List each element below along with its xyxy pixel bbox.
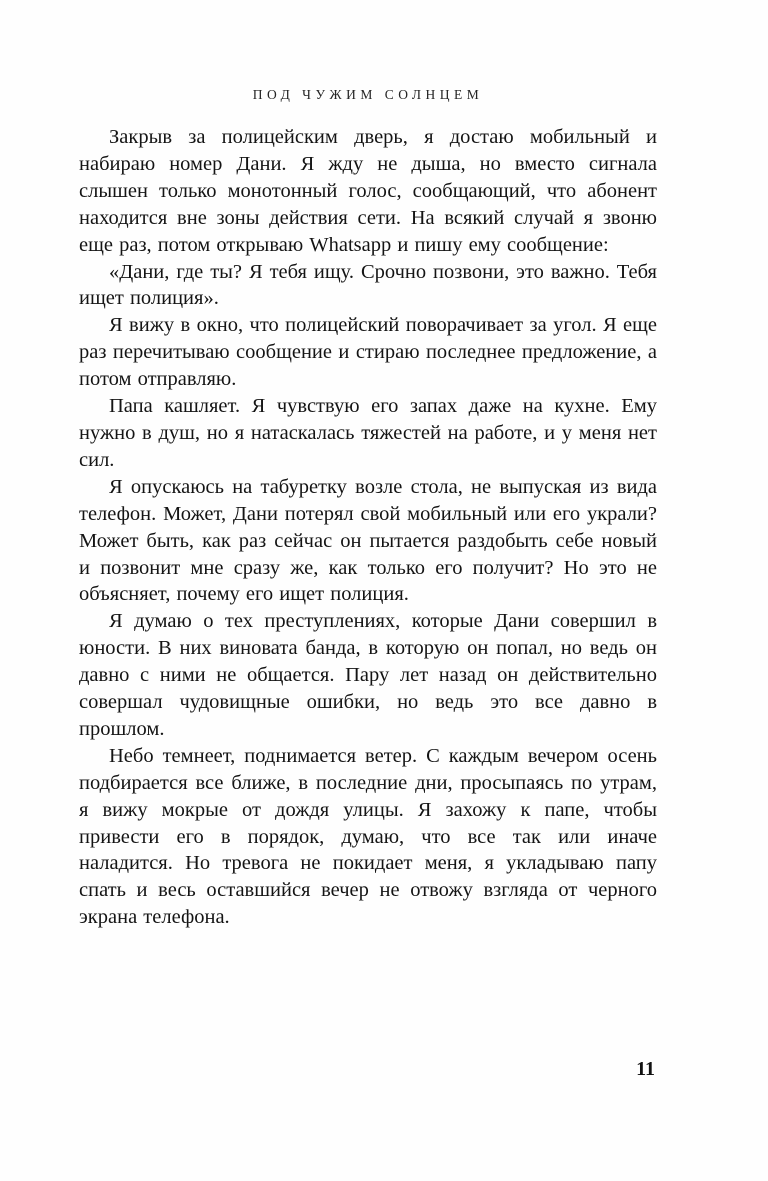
paragraph: «Дани, где ты? Я тебя ищу. Срочно позвони, это важно. Тебя ищет полиция». — [79, 260, 657, 310]
paragraph: Я опускаюсь на табуретку возле стола, не выпуская из вида телефон. Может, Дани потерял свой мобильный или его украли? Может быть, как раз сейчас он пытается раздобыть себе новый и позвонит мне сразу же, как только его получит? Но это не объясняет, почему его ищет полиция. — [79, 475, 657, 606]
text-block — [79, 124, 657, 931]
running-header: ПОД ЧУЖИМ СОЛНЦЕМ — [252, 87, 484, 102]
paragraph: Я думаю о тех преступлениях, которые Дани совершил в юности. В них виновата банда, в которую он попал, но ведь он давно с ними не общается. Пару лет назад он действительно совершал чудовищные ошибки, но ведь это все давно в прошлом. — [79, 610, 657, 740]
paragraph: Небо темнеет, поднимается ветер. С каждым вечером осень подбирается все ближе, в последние дни, просыпаясь по утрам, я вижу мокрые от дождя улицы. Я захожу к папе, чтобы привести его в порядок, думаю, что все так или иначе наладится. Но тревога не покидает меня, я укладываю папу спать и весь оставшийся вечер не отвожу взгляда от черного экрана телефона. — [79, 744, 657, 929]
paragraph: Папа кашляет. Я чувствую его запах даже на кухне. Ему нужно в душ, но я натаскалась тяжестей на работе, и у меня нет сил. — [79, 395, 657, 471]
paragraph: Я вижу в окно, что полицейский поворачивает за угол. Я еще раз перечитываю сообщение и стираю последнее предложение, а потом отправляю. — [79, 314, 657, 391]
paragraph: Закрыв за полицейским дверь, я достаю мобильный и набираю номер Дани. Я жду не дыша, но вместо сигнала слышен только монотонный голос, сообщающий, что абонент находится вне зоны действия сети. На всякий случай я звоню еще раз, потом открываю Whatsapp и пишу ему сообщение: — [79, 126, 657, 256]
page-number: 11 — [636, 1058, 655, 1080]
